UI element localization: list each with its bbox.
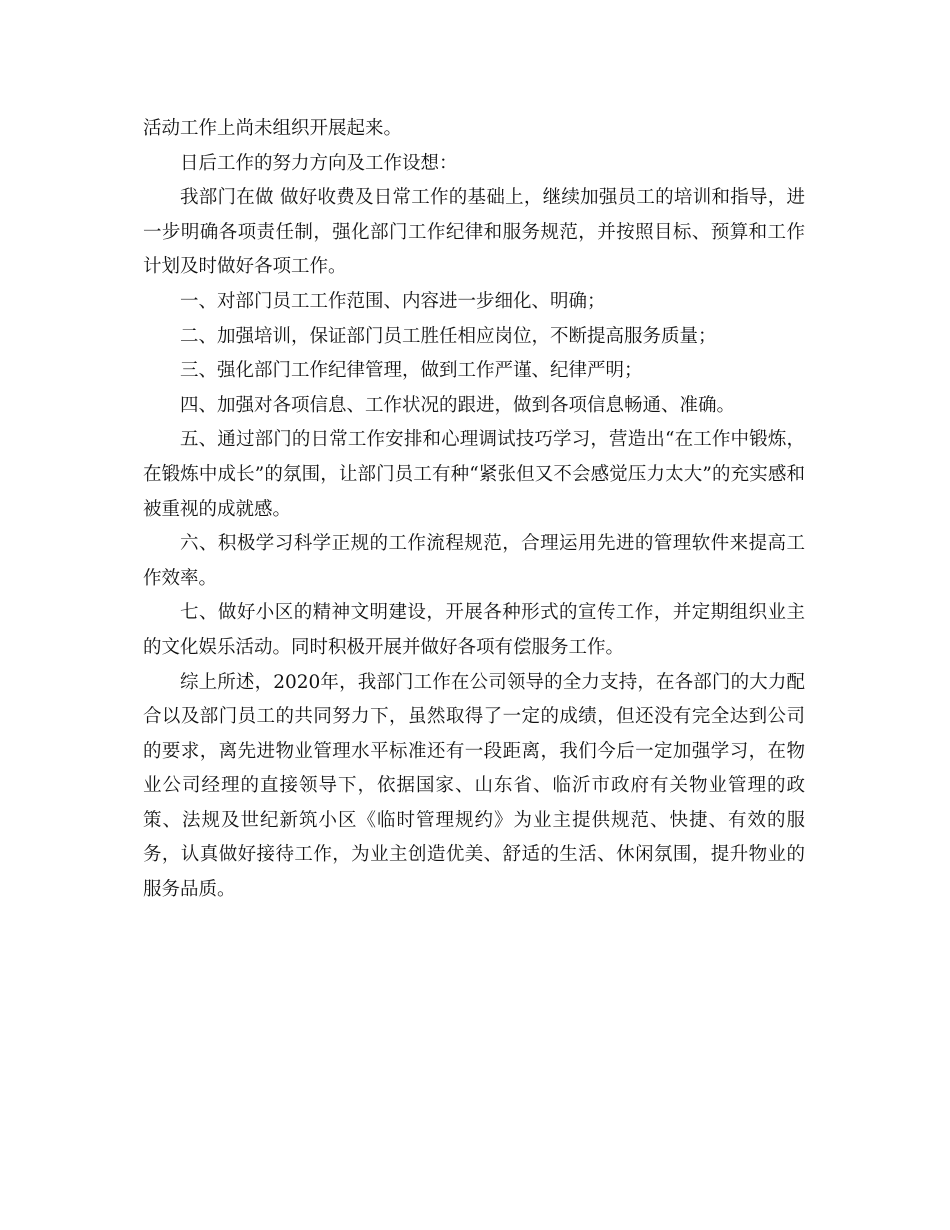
paragraph-heading-future-direction: 日后工作的努力方向及工作设想：	[180, 152, 458, 174]
paragraph-summary: 综上所述，2020年，我部门工作在公司领导的全力支持，在各部门的大力配合以及部门员工的共同努力下，虽然取得了一定的成绩，但还没有完全达到公司的要求，离先进物业管理水平标准还有一段距离，我们今后一定加强学习，在物业公司经理的直接领导下，依据国家、山东省、临沂市政府有关物业管理的政策、法规及世纪新筑小区《临时管理规约》为业主提供规范、快捷、有效的服务，认真做好接待工作，为业主创造优美、舒适的生活、休闲氛围，提升物业的服务品质。	[143, 671, 805, 901]
paragraph-item-4: 四、加强对各项信息、工作状况的跟进，做到各项信息畅通、准确。	[180, 394, 736, 416]
paragraph-item-5: 五、通过部门的日常工作安排和心理调试技巧学习，营造出“在工作中锻炼，在锻炼中成长”的氛围，让部门员工有种“紧张但又不会感觉压力太大”的充实感和被重视的成就感。	[143, 429, 805, 520]
paragraph-item-6: 六、积极学习科学正规的工作流程规范，合理运用先进的管理软件来提高工作效率。	[143, 533, 805, 589]
paragraph-item-3: 三、强化部门工作纪律管理，做到工作严谨、纪律严明；	[180, 360, 643, 382]
paragraph-continuation: 活动工作上尚未组织开展起来。	[143, 118, 403, 139]
paragraph-department-plan: 我部门在做 做好收费及日常工作的基础上，继续加强员工的培训和指导，进一步明确各项责任制，强化部门工作纪律和服务规范，并按照目标、预算和工作计划及时做好各项工作。	[143, 187, 805, 278]
paragraph-item-2: 二、加强培训，保证部门员工胜任相应岗位，不断提高服务质量；	[180, 325, 717, 347]
document-body	[143, 112, 805, 908]
paragraph-item-1: 一、对部门员工工作范围、内容进一步细化、明确；	[180, 290, 606, 312]
paragraph-item-7: 七、做好小区的精神文明建设，开展各种形式的宣传工作，并定期组织业主的文化娱乐活动。同时积极开展并做好各项有偿服务工作。	[143, 602, 805, 658]
